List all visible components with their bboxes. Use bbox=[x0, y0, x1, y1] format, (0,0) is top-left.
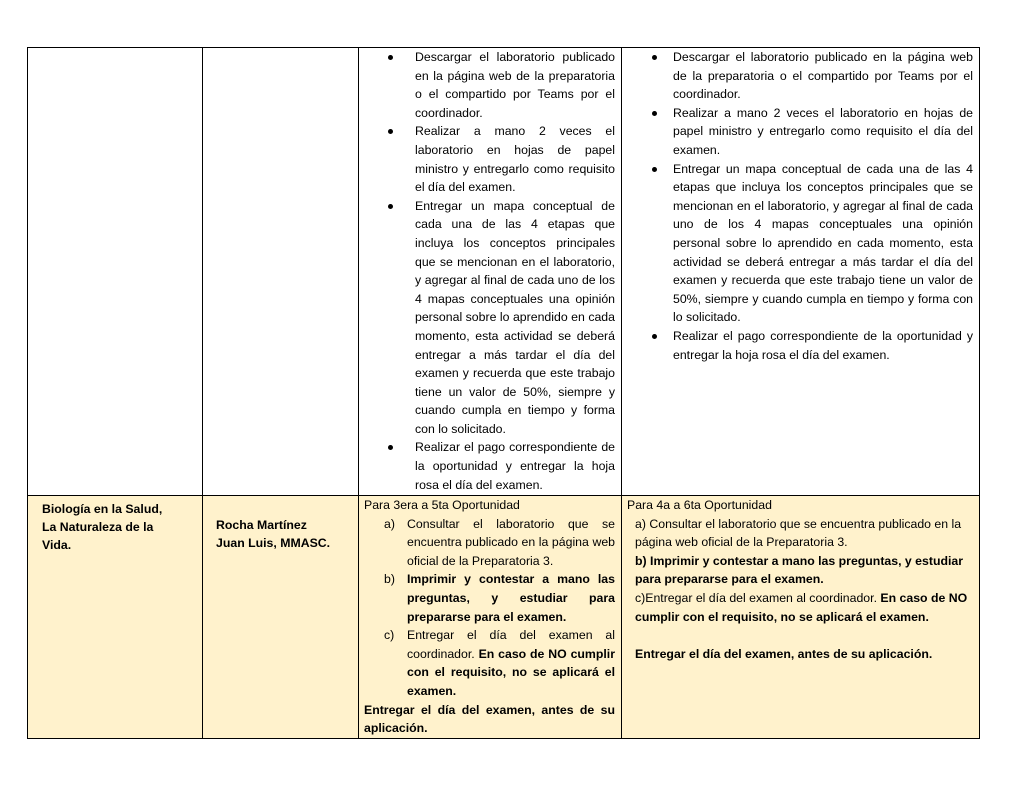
bullet-icon bbox=[652, 111, 657, 116]
step-a: a) Consultar el laboratorio que se encuentra publicado en la página web oficial de la Preparatoria 3. bbox=[635, 516, 962, 550]
subject-name-line: Vida. bbox=[42, 538, 72, 552]
list-item: Descargar el laboratorio publicado en la página web de la preparatoria o el compartido por Teams por el coordinador. bbox=[359, 48, 621, 122]
list-item: Descargar el laboratorio publicado en la página web de la preparatoria o el compartido por Teams por el coordinador. bbox=[622, 48, 979, 104]
list-item: c) Entregar el día del examen al coordinador. En caso de NO cumplir con el requisito, no se aplicará el examen. bbox=[384, 628, 615, 698]
opportunity-header: Para 4a a 6ta Oportunidad bbox=[627, 498, 772, 512]
subject-name-line: La Naturaleza de la bbox=[42, 520, 154, 534]
subject-cell-empty bbox=[28, 48, 203, 496]
requirements-cell bbox=[359, 48, 622, 496]
exam-requirements-table bbox=[27, 47, 980, 739]
subject-cell bbox=[28, 496, 203, 739]
bullet-icon bbox=[652, 334, 657, 339]
steps-list bbox=[359, 515, 621, 701]
list-item: b) Imprimir y contestar a mano las preguntas, y estudiar para prepararse para el examen. bbox=[384, 572, 615, 624]
bullet-icon bbox=[388, 129, 393, 134]
opportunity-3-5-cell bbox=[359, 496, 622, 739]
requirements-list bbox=[622, 48, 979, 364]
list-item: Realizar a mano 2 veces el laboratorio en hojas de papel ministro y entregarlo como requisito el día del examen. bbox=[359, 122, 621, 196]
bullet-icon bbox=[388, 55, 393, 60]
list-item: Realizar el pago correspondiente de la oportunidad y entregar la hoja rosa el día del examen. bbox=[359, 438, 621, 494]
opportunity-header: Para 3era a 5ta Oportunidad bbox=[364, 498, 520, 512]
teacher-cell-empty bbox=[203, 48, 359, 496]
list-item: Entregar un mapa conceptual de cada una de las 4 etapas que incluya los conceptos principales que se mencionan en el laboratorio, y agregar al final de cada uno de los 4 mapas conceptuales una opinión personal sobre lo aprendido en cada momento, esta actividad se deberá entregar a más tardar el día del examen y recuerda que este trabajo tiene un valor de 50%, siempre y cuando cumpla en tiempo y forma con lo solicitado. bbox=[622, 160, 979, 327]
delivery-note: Entregar el día del examen, antes de su aplicación. bbox=[635, 647, 933, 662]
requirements-list bbox=[359, 48, 621, 494]
bullet-icon bbox=[652, 167, 657, 172]
subject-name-line: Biología en la Salud, bbox=[42, 502, 163, 516]
teacher-name-line: Rocha Martínez bbox=[216, 518, 307, 532]
table-row bbox=[28, 496, 980, 739]
step-c: c)Entregar el día del examen al coordinador. En caso de NO cumplir con el requisito, no se aplicará el examen. bbox=[635, 590, 968, 624]
bullet-icon bbox=[388, 204, 393, 209]
step-b: b) Imprimir y contestar a mano las preguntas, y estudiar para prepararse para el examen. bbox=[635, 553, 964, 587]
bullet-icon bbox=[652, 55, 657, 60]
list-item: Entregar un mapa conceptual de cada una de las 4 etapas que incluya los conceptos principales que se mencionan en el laboratorio, y agregar al final de cada uno de los 4 mapas conceptuales una opinión personal sobre lo aprendido en cada momento, esta actividad se deberá entregar a más tardar el día del examen y recuerda que este trabajo tiene un valor de 50%, siempre y cuando cumpla en tiempo y forma con lo solicitado. bbox=[359, 197, 621, 439]
bullet-icon bbox=[388, 445, 393, 450]
list-item: a) Consultar el laboratorio que se encuentra publicado en la página web oficial de la Preparatoria 3. bbox=[384, 516, 615, 568]
requirements-cell bbox=[622, 48, 980, 496]
list-item: Realizar a mano 2 veces el laboratorio en hojas de papel ministro y entregarlo como requisito el día del examen. bbox=[622, 104, 979, 160]
delivery-note: Entregar el día del examen, antes de su aplicación. bbox=[364, 702, 615, 736]
table-row bbox=[28, 48, 980, 496]
teacher-cell bbox=[203, 496, 359, 739]
teacher-name-line: Juan Luis, MMASC. bbox=[216, 536, 331, 550]
opportunity-4-6-cell bbox=[622, 496, 980, 739]
list-item: Realizar el pago correspondiente de la oportunidad y entregar la hoja rosa el día del examen. bbox=[622, 327, 979, 364]
